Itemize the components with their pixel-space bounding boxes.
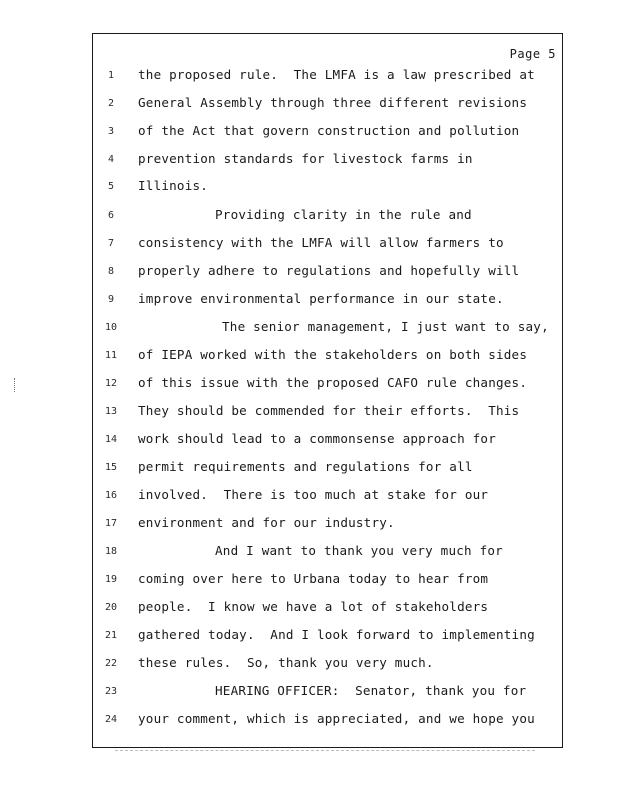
transcript-line [0,318,618,338]
transcript-line [0,570,618,590]
transcript-line [0,122,618,142]
transcript-line [0,542,618,562]
line-text: prevention standards for livestock farms in [138,151,473,166]
line-text: of this issue with the proposed CAFO rule changes. [138,375,528,390]
transcript-line [0,150,618,170]
line-text: of the Act that govern construction and pollution [138,123,520,138]
line-text: these rules. So, thank you very much. [138,655,434,670]
line-number: 12 [104,378,118,389]
transcript-line [0,346,618,366]
line-number: 9 [107,294,115,305]
transcript-line [0,486,618,506]
line-number: 24 [104,714,118,725]
line-text: involved. There is too much at stake for our [138,487,489,502]
line-number: 3 [107,126,115,137]
line-text: of IEPA worked with the stakeholders on both sides [138,347,528,362]
line-number: 10 [104,322,118,333]
transcript-line [0,458,618,478]
line-number: 17 [104,518,118,529]
transcript-line [0,682,618,702]
transcript-line [0,710,618,730]
line-text: Illinois. [138,178,209,193]
line-number: 18 [104,546,118,557]
line-text: permit requirements and regulations for all [138,459,473,474]
line-number: 14 [104,434,118,445]
line-number: 19 [104,574,118,585]
page-number: Page 5 [509,47,556,61]
line-text: your comment, which is appreciated, and we hope you [138,711,535,726]
line-number: 1 [107,70,115,81]
line-text: environment and for our industry. [138,515,395,530]
transcript-line [0,598,618,618]
transcript-line [0,66,618,86]
line-text: They should be commended for their efforts. This [138,403,520,418]
line-text: improve environmental performance in our state. [138,291,504,306]
line-number: 7 [107,238,115,249]
line-text: work should lead to a commonsense approach for [138,431,496,446]
line-text: And I want to thank you very much for [215,543,503,558]
line-number: 23 [104,686,118,697]
line-number: 8 [107,266,115,277]
line-number: 22 [104,658,118,669]
line-text: Providing clarity in the rule and [215,207,472,222]
line-text: consistency with the LMFA will allow farmers to [138,235,504,250]
scan-artifact [115,750,535,752]
line-text: properly adhere to regulations and hopefully will [138,263,520,278]
line-number: 20 [104,602,118,613]
line-number: 13 [104,406,118,417]
line-number: 21 [104,630,118,641]
transcript-line [0,234,618,254]
transcript-line [0,654,618,674]
transcript-line [0,374,618,394]
line-number: 2 [107,98,115,109]
transcript-line [0,402,618,422]
line-text: General Assembly through three different revisions [138,95,528,110]
transcript-line [0,290,618,310]
transcript-line [0,430,618,450]
line-number: 11 [104,350,118,361]
transcript-line [0,262,618,282]
line-number: 4 [107,154,115,165]
line-text: the proposed rule. The LMFA is a law prescribed at [138,67,535,82]
line-text: gathered today. And I look forward to implementing [138,627,535,642]
line-text: people. I know we have a lot of stakeholders [138,599,489,614]
line-text: HEARING OFFICER: Senator, thank you for [215,683,527,698]
transcript-line [0,626,618,646]
line-number: 6 [107,210,115,221]
line-text: The senior management, I just want to say, [222,319,549,334]
line-number: 5 [107,181,115,192]
transcript-line [0,206,618,226]
transcript-line [0,514,618,534]
line-number: 16 [104,490,118,501]
transcript-line [0,177,618,197]
line-number: 15 [104,462,118,473]
line-text: coming over here to Urbana today to hear from [138,571,489,586]
transcript-line [0,94,618,114]
